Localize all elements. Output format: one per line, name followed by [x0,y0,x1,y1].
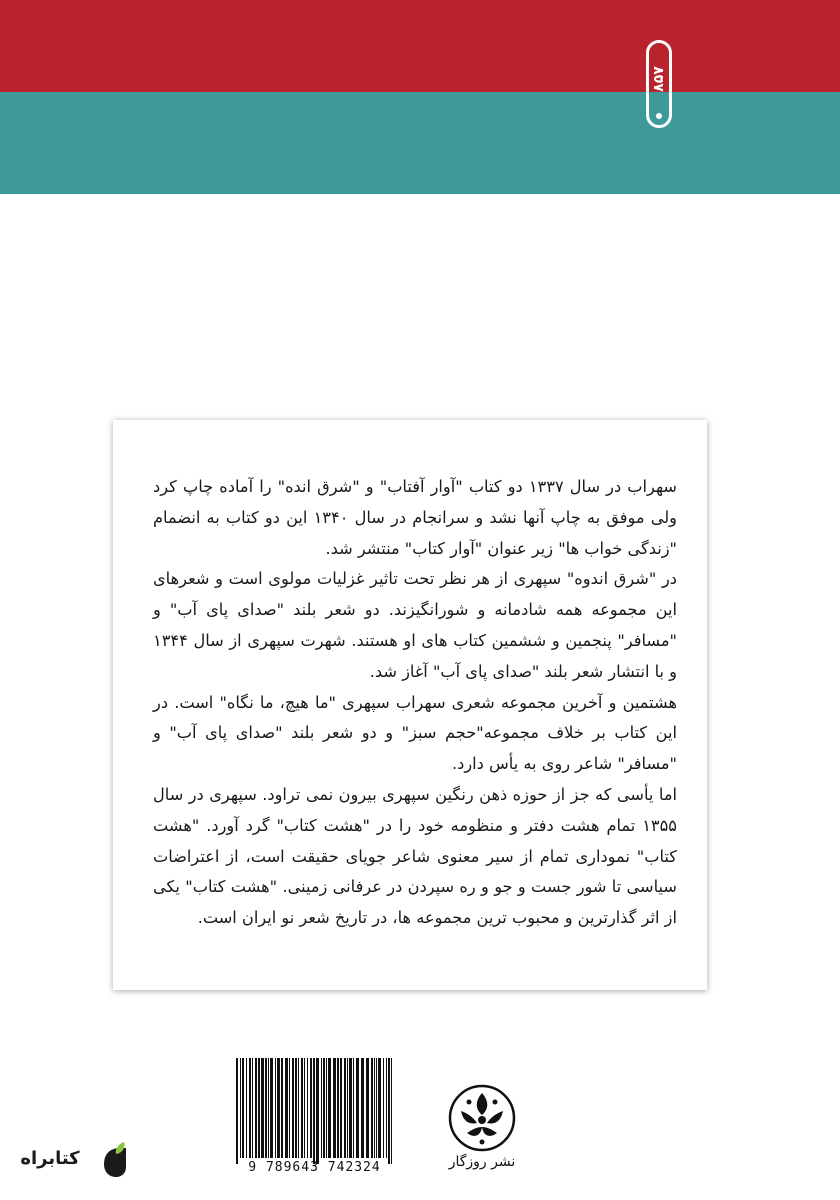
barcode-bar [388,1058,390,1164]
description-card [113,420,707,990]
barcode-bar [383,1058,384,1158]
publisher-name: نشر روزگار [448,1154,516,1170]
barcode-bar [289,1058,290,1158]
barcode-bar [252,1058,253,1158]
barcode-bar [376,1058,377,1158]
barcode-bar [285,1058,288,1158]
barcode-bar [333,1058,336,1158]
barcode-bar [310,1058,312,1158]
barcode-bar [258,1058,260,1158]
description-paragraph-3: هشتمین و آخرین مجموعه شعری سهراب سپهری "ما هیچ، ما نگاه" است. در این کتاب بر خلاف مجموعه"حجم سبز" و دو شعر بلند "صدای پای آب" و "مسافر" شاعر روی به یأس دارد. [153,692,677,774]
publisher-emblem-icon [447,1083,517,1153]
barcode-bar [340,1058,342,1158]
barcode-bar [261,1058,264,1158]
description-paragraph-1: سهراب در سال ۱۳۳۷ دو کتاب "آوار آفتاب" و "شرق انده" را آماده چاپ کرد ولی موفق به چاپ آنها نشد و سرانجام در سال ۱۳۴۰ این دو کتاب به انضمام "زندگی خواب ها" زیر عنوان "آوار کتاب" منتشر شد. [153,477,677,558]
barcode-bar [295,1058,297,1158]
barcode-bar [301,1058,303,1158]
barcode-bar [246,1058,247,1158]
barcode-bar [236,1058,238,1164]
barcode-bar [366,1058,369,1158]
description-paragraph-4: اما یأسی که جز از حوزه ذهن رنگین سپهری بیرون نمی تراود. سپهری در سال ۱۳۵۵ تمام هشت دفتر و منظومه خود را در "هشت کتاب" گرد آورد. "هشت کتاب" نموداری تمام از سیر معنوی شاعر جویای حقیقت است، از اعتراضات سیاسی تا شور جست و جو و ره سپردن در عرفانی زمینی. "هشت کتاب" یکی از اثر گذارترین و محبوب ترین مجموعه ها، در تاریخ شعر نو ایران است. [153,784,677,928]
barcode-bar [249,1058,251,1158]
barcode-bar [240,1058,241,1158]
barcode-bar [361,1058,364,1158]
top-red-band [0,0,840,92]
barcode-bar [265,1058,267,1158]
barcode-bar [323,1058,325,1158]
barcode-bar [321,1058,322,1158]
barcode-bar [275,1058,276,1158]
barcode [232,1058,397,1164]
barcode-bar [242,1058,244,1158]
series-number-badge [646,40,672,128]
barcode-bar [328,1058,331,1158]
barcode-bar [349,1058,352,1158]
barcode-bar [316,1058,319,1164]
barcode-bar [371,1058,373,1158]
ketabrah-wordmark: کتابراه [20,1148,80,1169]
badge-dot [656,113,662,119]
barcode-bar [304,1058,305,1158]
barcode-bar [277,1058,280,1158]
description-paragraph-2: در "شرق اندوه" سپهری از هر نظر تحت تاثیر غزلیات مولوی است و شعرهای این مجموعه همه شادمانه و شورانگیزند. دو شعر بلند "صدای پای آب" و "مسافر" پنجمین و ششمین کتاب های او هستند. شهرت سپهری از سال ۱۳۴۴ و با انتشار شعر بلند "صدای پای آب" آغاز شد. [153,569,677,681]
barcode-bar [255,1058,257,1158]
barcode-bar [391,1058,392,1164]
barcode-bar [281,1058,283,1158]
barcode-bar [356,1058,359,1158]
barcode-bar [313,1058,315,1164]
barcode-bar [307,1058,308,1158]
barcode-digits: 9 789643 742324 [248,1160,381,1175]
barcode-bar [344,1058,346,1158]
barcode-bar [353,1058,354,1158]
barcode-bar [270,1058,273,1158]
barcode-bar [374,1058,375,1158]
barcode-bar [337,1058,339,1158]
series-number: ۸۵۷ [651,66,667,92]
barcode-bar [386,1058,387,1158]
barcode-bar [378,1058,381,1158]
barcode-bar [347,1058,348,1158]
teal-band [0,92,840,194]
barcode-bar [326,1058,327,1158]
barcode-bar [268,1058,269,1158]
barcode-bar [298,1058,299,1158]
barcode-bar [292,1058,294,1158]
